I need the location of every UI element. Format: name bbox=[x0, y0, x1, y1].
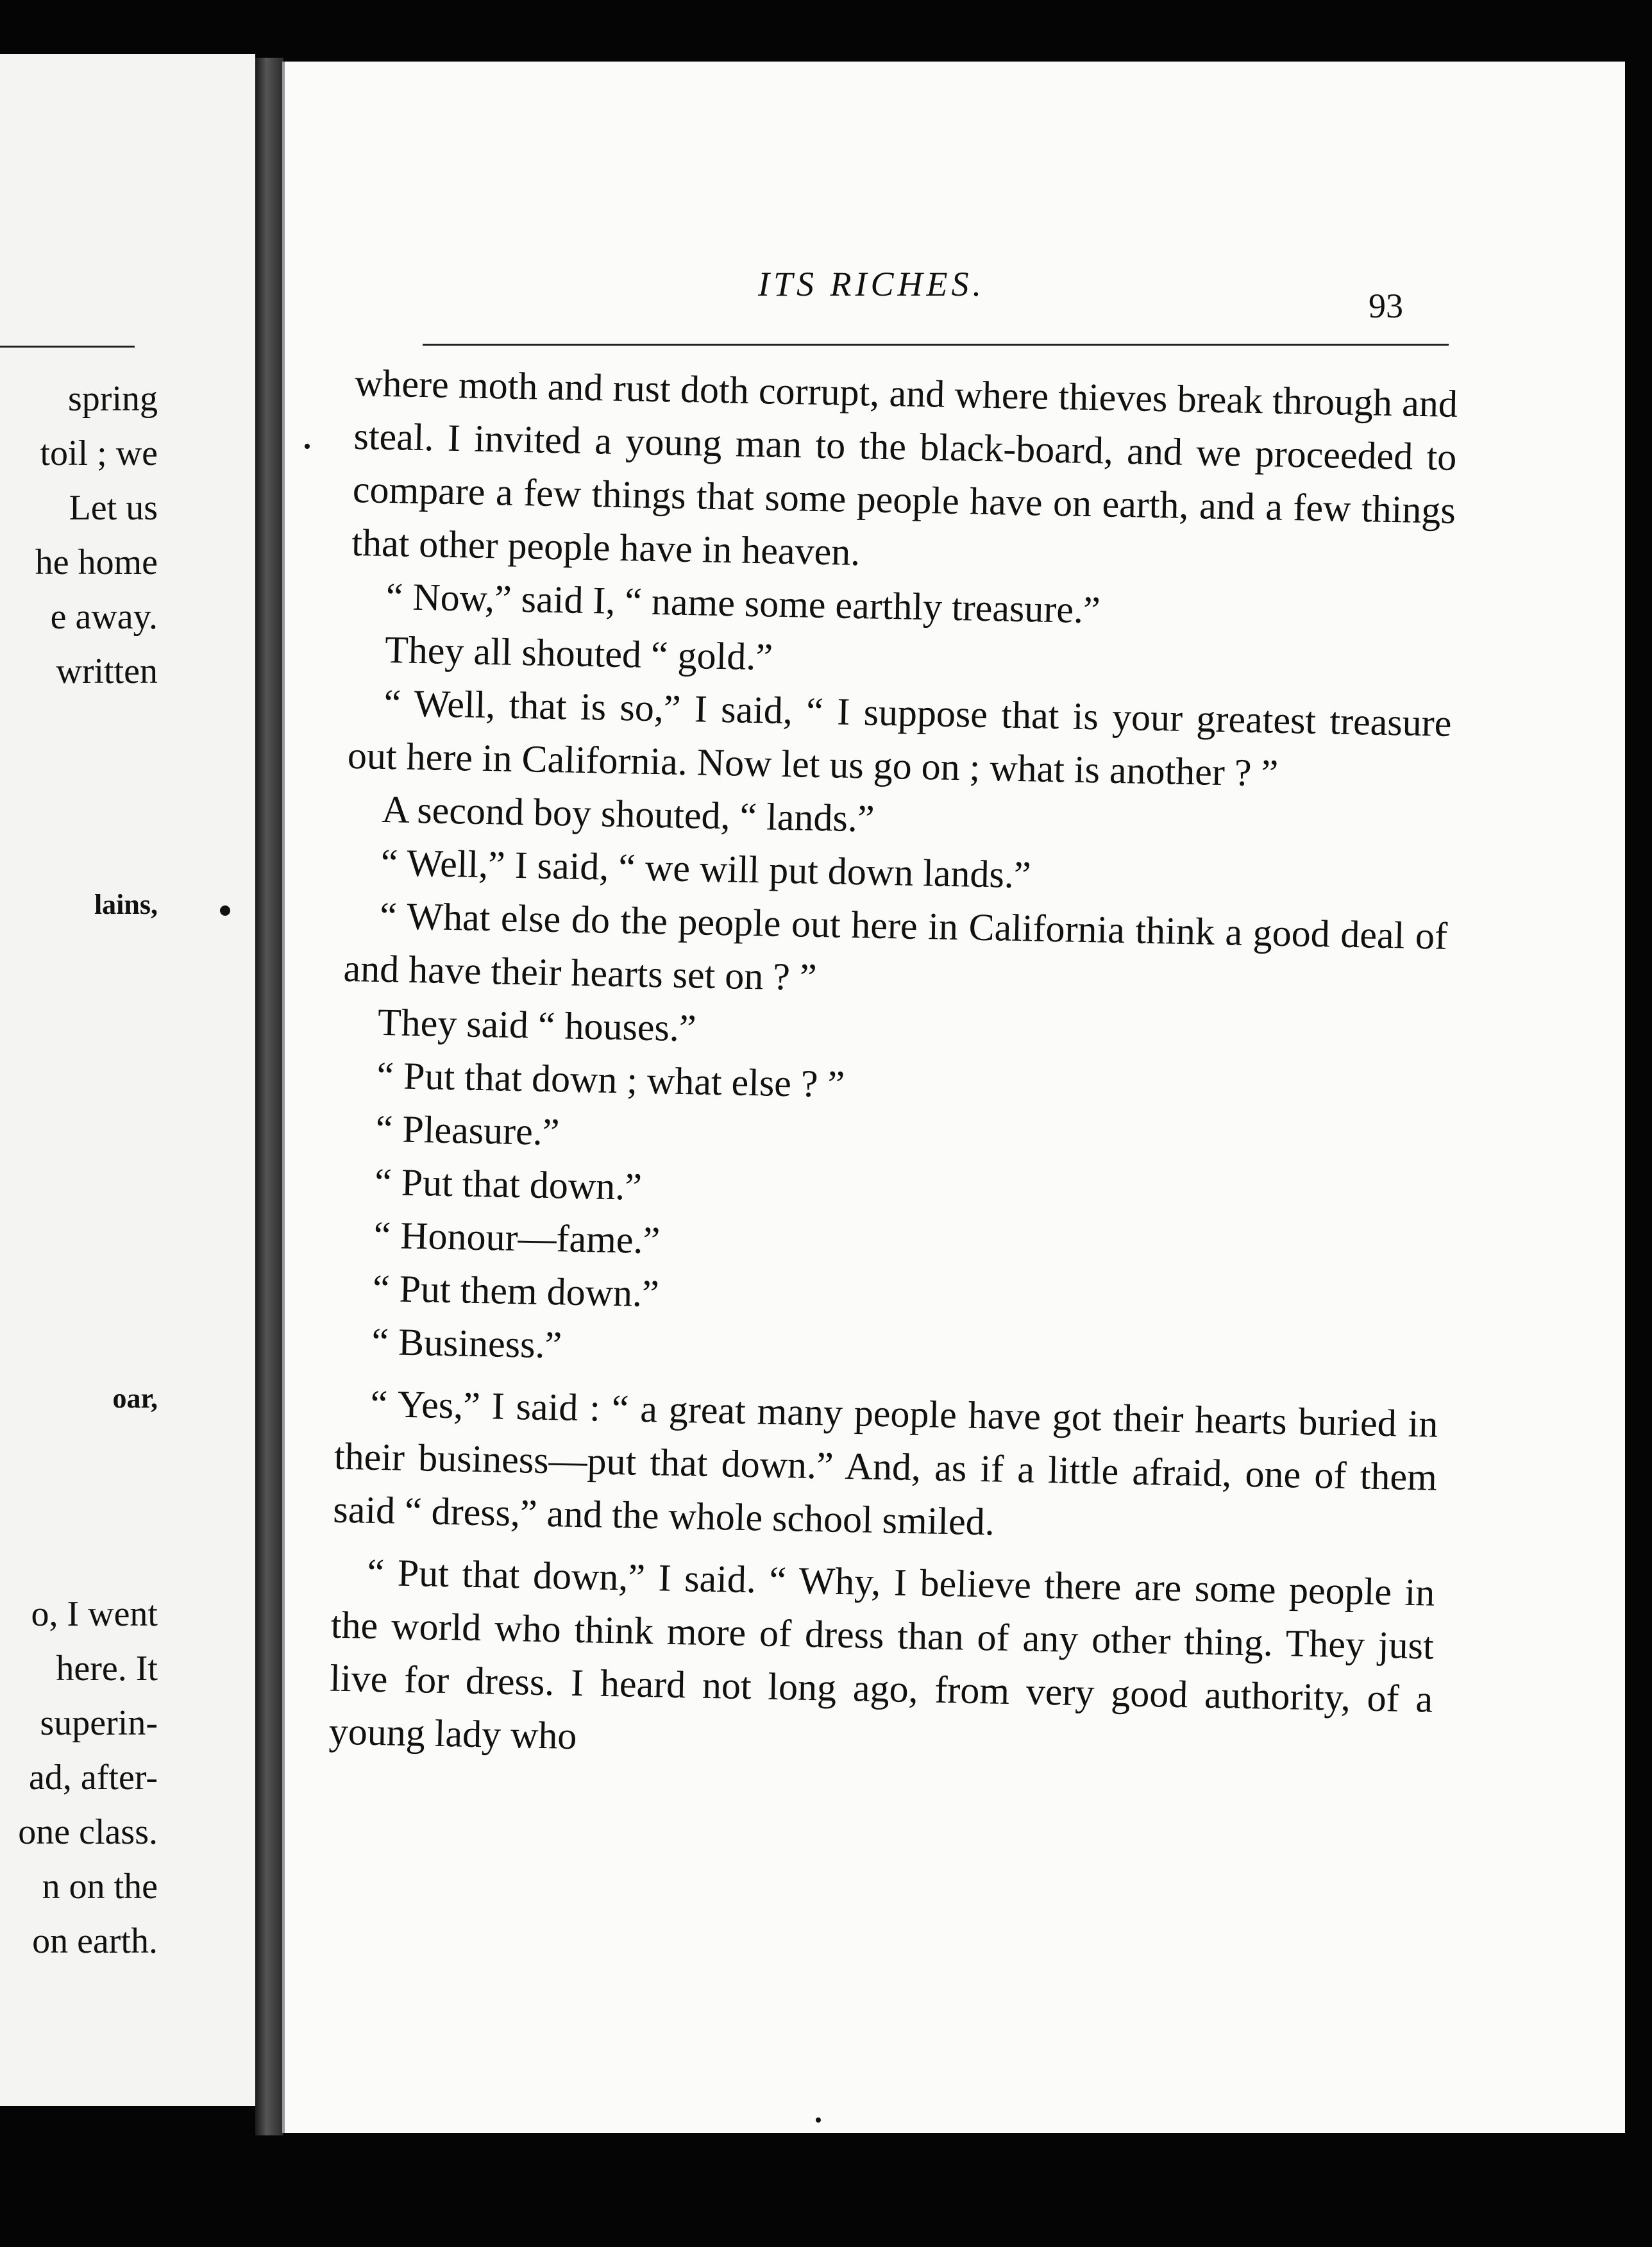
left-page-line: he home bbox=[35, 543, 158, 582]
paragraph: “ Put that down.” bbox=[374, 1160, 643, 1208]
left-page-line: on earth. bbox=[32, 1921, 158, 1961]
paragraph: “ Business.” bbox=[371, 1320, 562, 1367]
page-number: 93 bbox=[1369, 287, 1403, 325]
paragraph: “ Pleasure.” bbox=[375, 1107, 560, 1154]
paragraph: where moth and rust doth corrupt, and where thieves break through and steal. I invited a young man to the black-board, and we proceeded to compare a few things that some people have on earth, and a few things that other people have in heaven. bbox=[351, 361, 1458, 574]
left-page-line: e away. bbox=[50, 597, 158, 637]
scan-speck bbox=[305, 444, 310, 449]
paragraph: “ Put that down,” I said. “ Why, I believe there are some people in the world who think more of dress than of any other thing. They just live for dress. I heard not long ago, from very good authority, of a young lady who bbox=[328, 1551, 1435, 1758]
left-page-line: here. It bbox=[56, 1649, 158, 1688]
left-page-line: n on the bbox=[42, 1867, 158, 1906]
paragraph: “ Put them down.” bbox=[372, 1267, 660, 1315]
left-page-line: written bbox=[56, 652, 158, 691]
left-page-line: o, I went bbox=[31, 1594, 158, 1634]
left-page-rule bbox=[0, 346, 135, 348]
left-page-line: oar, bbox=[112, 1383, 158, 1414]
paragraph: They all shouted “ gold.” bbox=[384, 628, 773, 678]
left-page-line: ad, after- bbox=[29, 1758, 158, 1797]
paragraph: A second boy shouted, “ lands.” bbox=[381, 787, 875, 840]
paragraph: “ Now,” said I, “ name some earthly treasure.” bbox=[385, 575, 1101, 632]
paragraph: “ Honour—fame.” bbox=[373, 1213, 661, 1262]
header-rule bbox=[423, 344, 1449, 346]
paragraph: They said “ houses.” bbox=[377, 1000, 697, 1050]
left-page-line: Let us bbox=[69, 488, 158, 528]
page-body bbox=[328, 357, 1458, 1780]
paragraph: “ Well,” I said, “ we will put down lands.” bbox=[380, 841, 1032, 896]
left-page-line: superin- bbox=[40, 1703, 158, 1743]
left-page-line: spring bbox=[68, 379, 158, 419]
paragraph: “ Put that down ; what else ? ” bbox=[376, 1054, 845, 1106]
scan-speck bbox=[816, 2117, 821, 2123]
book-page bbox=[282, 62, 1625, 2133]
paragraph: “ What else do the people out here in California think a good deal of and have their hearts set on ? ” bbox=[343, 894, 1448, 998]
book-gutter bbox=[255, 58, 283, 2135]
running-head: ITS RICHES. bbox=[758, 265, 985, 303]
left-page-line: lains, bbox=[94, 889, 158, 920]
left-page-line: one class. bbox=[18, 1812, 158, 1852]
paragraph: “ Yes,” I said : “ a great many people have got their hearts buried in their business—put that down.” And, as if a little afraid, one of them said “ dress,” and the whole school smiled. bbox=[332, 1382, 1438, 1544]
left-page-line: toil ; we bbox=[40, 433, 158, 473]
paragraph: “ Well, that is so,” I said, “ I suppose that is your greatest treasure out here in California. Now let us go on ; what is another ? ” bbox=[347, 681, 1452, 795]
scan-speck bbox=[220, 905, 230, 916]
previous-page bbox=[0, 54, 255, 2106]
